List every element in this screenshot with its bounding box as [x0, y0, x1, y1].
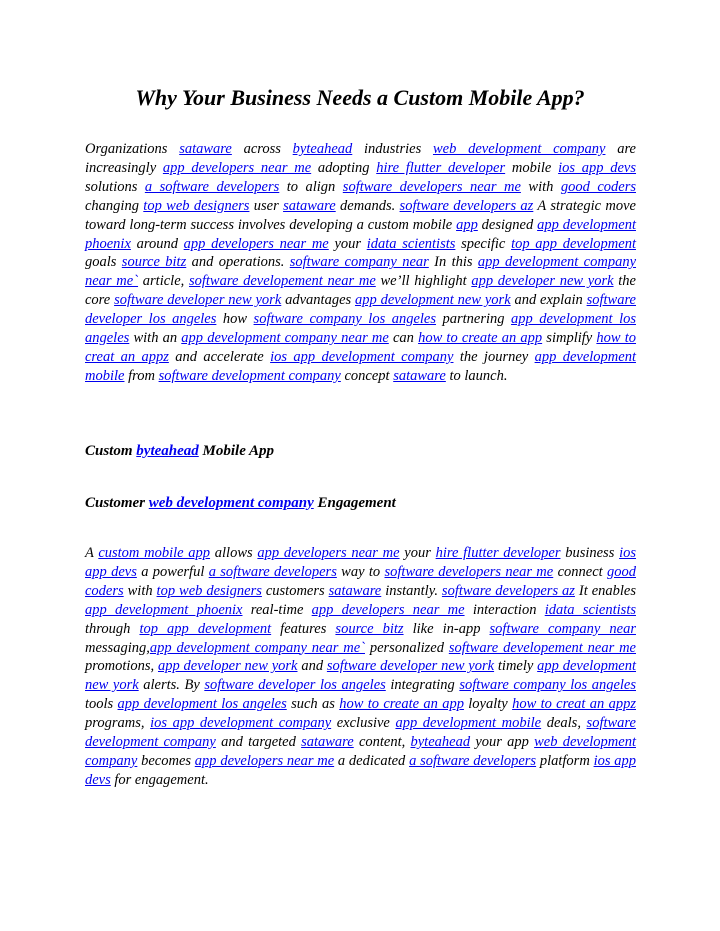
- text-run: features: [271, 620, 336, 637]
- keyword-link[interactable]: a software developers: [409, 752, 537, 769]
- text-run: deals,: [541, 715, 587, 732]
- keyword-link[interactable]: software developers near me: [342, 178, 521, 195]
- text-run: In this: [428, 254, 478, 271]
- text-run: business: [560, 545, 620, 561]
- text-run: and accelerate: [168, 348, 271, 365]
- text-run: messaging,: [85, 639, 150, 656]
- keyword-link[interactable]: software developers near me: [384, 563, 554, 580]
- keyword-link[interactable]: hire flutter developer: [435, 545, 561, 561]
- text-run: a powerful: [136, 563, 209, 580]
- keyword-link[interactable]: how to creat an appz: [512, 696, 636, 713]
- text-run: are increasingly: [85, 141, 636, 176]
- text-run: with: [123, 582, 157, 599]
- text-run: Customer: [85, 495, 149, 511]
- text-run: advantages: [281, 292, 355, 309]
- text-run: Organizations: [85, 141, 180, 157]
- text-run: A strategic move toward long-term success involves developing a custom mobile: [85, 197, 636, 233]
- keyword-link[interactable]: app: [456, 216, 478, 233]
- text-run: through: [85, 620, 140, 637]
- keyword-link[interactable]: software company los angeles: [459, 677, 636, 694]
- text-run: and targeted: [215, 734, 302, 751]
- keyword-link[interactable]: sataware: [328, 582, 382, 599]
- keyword-link[interactable]: software developer new york: [326, 658, 495, 675]
- text-run: a dedicated: [334, 752, 410, 769]
- keyword-link[interactable]: byteahead: [410, 734, 471, 751]
- page-title: Why Your Business Needs a Custom Mobile App?: [135, 85, 585, 110]
- keyword-link[interactable]: software company los angeles: [253, 311, 437, 328]
- keyword-link[interactable]: software development company: [158, 367, 341, 384]
- keyword-link[interactable]: software developers az: [399, 197, 534, 214]
- text-run: partnering: [436, 311, 512, 328]
- text-run: goals: [85, 254, 122, 271]
- keyword-link[interactable]: sataware: [393, 367, 446, 384]
- keyword-link[interactable]: app development company near me`: [149, 639, 365, 656]
- keyword-link[interactable]: software developer new york: [114, 292, 282, 309]
- text-run: allows: [210, 545, 258, 561]
- text-run: your app: [470, 734, 535, 751]
- section-heading-custom-app: [85, 441, 274, 461]
- text-run: adopting: [311, 159, 377, 176]
- text-run: exclusive: [331, 715, 396, 732]
- keyword-link[interactable]: custom mobile app: [98, 545, 211, 561]
- keyword-link[interactable]: byteahead: [292, 141, 353, 157]
- keyword-link[interactable]: source bitz: [121, 254, 187, 271]
- keyword-link[interactable]: top app development: [511, 235, 636, 252]
- keyword-link[interactable]: good coders: [85, 563, 636, 599]
- text-run: can: [388, 330, 419, 347]
- text-run: designed: [477, 216, 538, 233]
- text-run: alerts. By: [138, 677, 205, 694]
- text-run: like in-app: [403, 620, 490, 637]
- text-run: the journey: [453, 348, 535, 365]
- keyword-link[interactable]: app development company near me: [181, 330, 389, 347]
- keyword-link[interactable]: software development company: [85, 715, 636, 751]
- text-run: way to: [336, 563, 385, 580]
- text-run: with: [520, 178, 561, 195]
- text-run: A: [85, 545, 99, 561]
- text-run: loyalty: [463, 696, 513, 713]
- keyword-link[interactable]: app development phoenix: [85, 216, 636, 252]
- text-run: your: [328, 235, 367, 252]
- keyword-link[interactable]: software developement near me: [448, 639, 636, 656]
- keyword-link[interactable]: software developer los angeles: [204, 677, 386, 694]
- keyword-link[interactable]: ios app devs: [85, 752, 636, 788]
- text-run: tools: [85, 696, 118, 713]
- section-heading-engagement: [85, 493, 396, 513]
- keyword-link[interactable]: app development new york: [354, 292, 511, 309]
- keyword-link[interactable]: ios app devs: [558, 159, 637, 176]
- text-run: personalized: [364, 639, 449, 656]
- keyword-link[interactable]: sataware: [283, 197, 336, 214]
- text-run: industries: [352, 141, 433, 157]
- text-run: instantly.: [381, 582, 442, 599]
- keyword-link[interactable]: app developers near me: [183, 235, 329, 252]
- keyword-link[interactable]: software developer los angeles: [85, 292, 636, 328]
- keyword-link[interactable]: app developers near me: [311, 601, 465, 618]
- text-run: and operations.: [186, 254, 290, 271]
- text-run: the core: [85, 273, 636, 309]
- keyword-link[interactable]: source bitz: [335, 620, 404, 637]
- text-run: from: [124, 367, 159, 384]
- intro-paragraph: [85, 140, 636, 386]
- keyword-link[interactable]: idata scientists: [366, 235, 456, 252]
- text-run: mobile: [505, 159, 559, 176]
- keyword-link[interactable]: app development mobile: [395, 715, 542, 732]
- text-run: interaction: [464, 601, 545, 618]
- text-run: content,: [353, 734, 411, 751]
- keyword-link[interactable]: app developers near me: [257, 545, 400, 561]
- keyword-link[interactable]: software company near: [489, 620, 636, 637]
- text-run: demands.: [335, 197, 400, 214]
- text-run: for engagement.: [110, 771, 209, 788]
- keyword-link[interactable]: ios app development company: [150, 715, 332, 732]
- keyword-link[interactable]: top web designers: [143, 197, 250, 214]
- keyword-link[interactable]: software company near: [289, 254, 429, 271]
- text-run: around: [130, 235, 184, 252]
- keyword-link[interactable]: ios app devs: [85, 545, 636, 580]
- keyword-link[interactable]: app development new york: [85, 658, 637, 694]
- keyword-link[interactable]: hire flutter developer: [376, 159, 506, 176]
- keyword-link[interactable]: app development los angeles: [85, 311, 636, 347]
- text-run: simplify: [542, 330, 597, 347]
- text-run: timely: [494, 658, 538, 675]
- text-run: connect: [553, 563, 607, 580]
- keyword-link[interactable]: app development phoenix: [85, 601, 243, 618]
- text-run: with an: [129, 330, 182, 347]
- text-run: It enables: [574, 582, 636, 599]
- text-run: Engagement: [313, 495, 396, 511]
- text-run: how: [216, 311, 254, 328]
- keyword-link[interactable]: ios app development company: [270, 348, 454, 365]
- text-run: becomes: [137, 752, 195, 769]
- engagement-paragraph: [85, 544, 636, 790]
- text-run: article,: [138, 273, 189, 290]
- text-run: we’ll highlight: [375, 273, 472, 290]
- keyword-link[interactable]: sataware: [301, 734, 354, 751]
- keyword-link[interactable]: app development los angeles: [117, 696, 287, 713]
- keyword-link[interactable]: how to create an app: [339, 696, 464, 713]
- keyword-link[interactable]: top web designers: [156, 582, 262, 599]
- keyword-link[interactable]: app development mobile: [85, 348, 636, 384]
- text-run: your: [399, 545, 436, 561]
- text-run: user: [249, 197, 284, 214]
- text-run: promotions,: [85, 658, 158, 675]
- keyword-link[interactable]: byteahead: [136, 443, 199, 459]
- text-run: Mobile App: [198, 443, 275, 459]
- text-run: changing: [85, 197, 144, 214]
- keyword-link[interactable]: app development company near me`: [85, 254, 637, 290]
- keyword-link[interactable]: software developers az: [441, 582, 575, 599]
- keyword-link[interactable]: app developers near me: [194, 752, 335, 769]
- keyword-link[interactable]: app developers near me: [162, 159, 312, 176]
- keyword-link[interactable]: web development company: [85, 734, 636, 769]
- text-run: and: [297, 658, 327, 675]
- text-run: to launch.: [445, 367, 508, 384]
- text-run: integrating: [385, 677, 460, 694]
- keyword-link[interactable]: a software developers: [144, 178, 280, 195]
- keyword-link[interactable]: top app development: [139, 620, 272, 637]
- text-run: across: [231, 141, 293, 157]
- text-run: solutions: [85, 178, 145, 195]
- keyword-link[interactable]: a software developers: [208, 563, 337, 580]
- keyword-link[interactable]: idata scientists: [544, 601, 636, 618]
- keyword-link[interactable]: web development company: [148, 495, 314, 511]
- keyword-link[interactable]: how to create an app: [418, 330, 543, 347]
- text-run: Custom: [85, 443, 137, 459]
- text-run: real-time: [242, 601, 312, 618]
- text-run: and explain: [510, 292, 587, 309]
- keyword-link[interactable]: sataware: [179, 141, 232, 157]
- keyword-link[interactable]: app developer new york: [157, 658, 298, 675]
- text-run: customers: [261, 582, 329, 599]
- keyword-link[interactable]: how to creat an appz: [85, 330, 637, 365]
- keyword-link[interactable]: software developement near me: [188, 273, 376, 290]
- text-run: specific: [455, 235, 512, 252]
- text-run: programs,: [85, 715, 151, 732]
- text-run: concept: [340, 367, 394, 384]
- text-run: platform: [536, 752, 594, 769]
- keyword-link[interactable]: good coders: [560, 178, 636, 195]
- keyword-link[interactable]: app developer new york: [471, 273, 614, 290]
- text-run: such as: [286, 696, 340, 713]
- keyword-link[interactable]: web development company: [432, 141, 606, 157]
- text-run: to align: [279, 178, 343, 195]
